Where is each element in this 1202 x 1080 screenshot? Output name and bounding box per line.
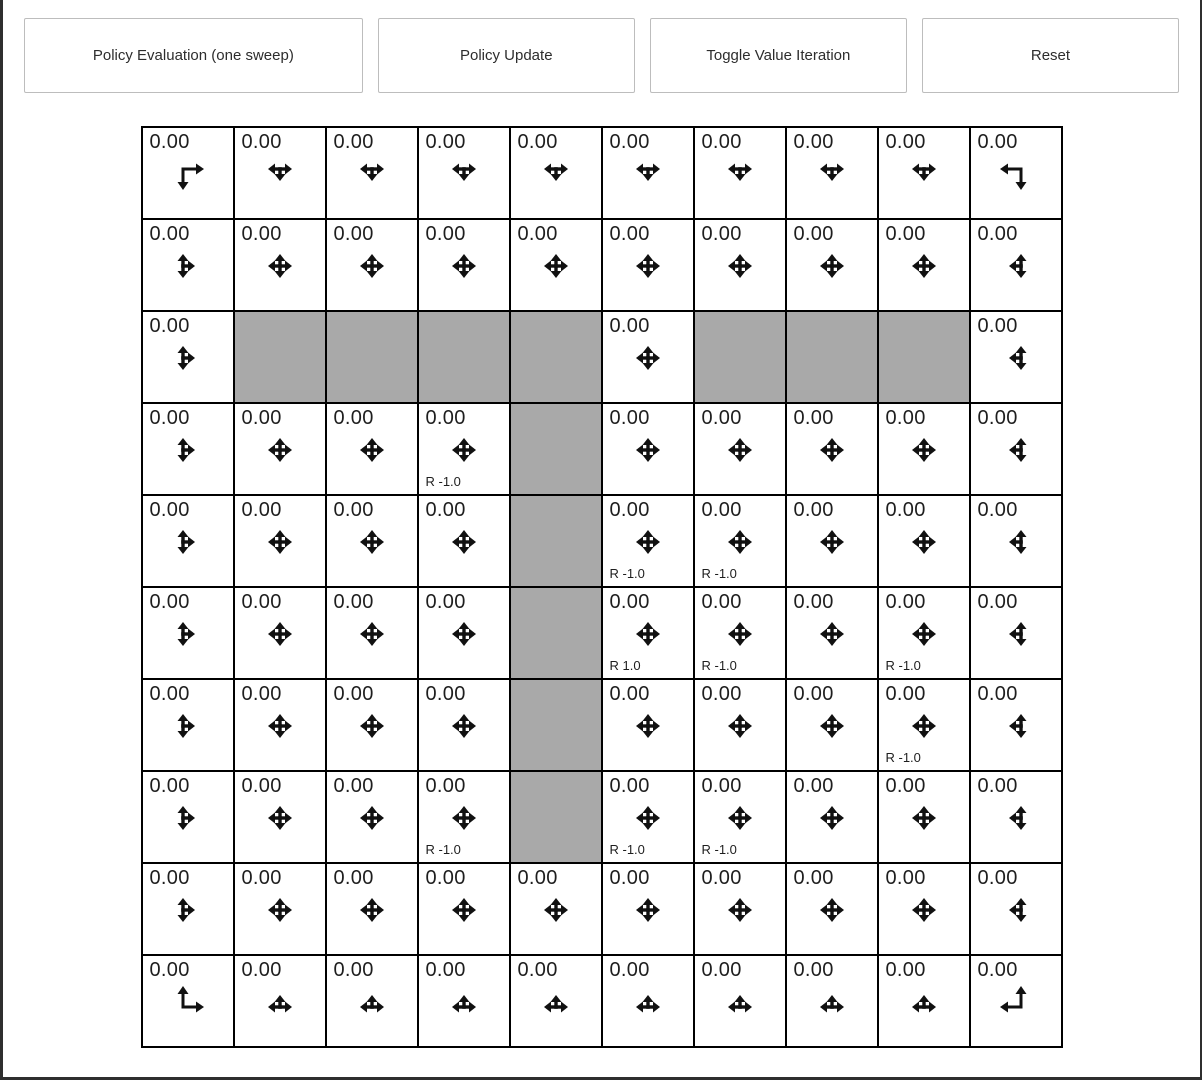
policy-arrows-icon — [534, 152, 578, 196]
grid-cell[interactable] — [786, 403, 878, 495]
cell-value: 0.00 — [333, 131, 374, 153]
grid-cell[interactable] — [418, 955, 510, 1047]
cell-value: 0.00 — [333, 223, 374, 245]
policy-arrows-icon — [166, 428, 210, 472]
policy-arrows-icon — [810, 520, 854, 564]
cell-value: 0.00 — [701, 591, 742, 613]
wall-cell[interactable] — [510, 679, 602, 771]
grid-cell[interactable] — [970, 587, 1062, 679]
cell-value: 0.00 — [241, 407, 282, 429]
cell-value: 0.00 — [793, 131, 834, 153]
grid-cell[interactable] — [142, 219, 234, 311]
grid-cell[interactable] — [970, 955, 1062, 1047]
policy-arrows-icon — [994, 152, 1038, 196]
policy-arrows-icon — [626, 888, 670, 932]
grid-cell[interactable] — [418, 495, 510, 587]
cell-value: 0.00 — [241, 683, 282, 705]
cell-value: 0.00 — [609, 131, 650, 153]
grid-cell[interactable] — [234, 863, 326, 955]
policy-arrows-icon — [442, 244, 486, 288]
cell-value: 0.00 — [793, 223, 834, 245]
grid-cell[interactable] — [326, 495, 418, 587]
grid-cell[interactable] — [878, 495, 970, 587]
grid-cell[interactable] — [878, 771, 970, 863]
grid-cell[interactable] — [694, 219, 786, 311]
cell-value: 0.00 — [793, 591, 834, 613]
cell-reward: R -1.0 — [701, 566, 737, 581]
grid-cell[interactable] — [510, 127, 602, 219]
policy-arrows-icon — [166, 152, 210, 196]
cell-value: 0.00 — [425, 683, 466, 705]
cell-value: 0.00 — [977, 131, 1018, 153]
cell-value: 0.00 — [149, 131, 190, 153]
grid-cell[interactable] — [970, 495, 1062, 587]
cell-value: 0.00 — [609, 959, 650, 981]
policy-arrows-icon — [718, 704, 762, 748]
grid-cell[interactable] — [970, 771, 1062, 863]
policy-arrows-icon — [994, 336, 1038, 380]
grid-cell[interactable] — [786, 495, 878, 587]
grid-cell[interactable] — [234, 955, 326, 1047]
policy-arrows-icon — [534, 980, 578, 1024]
grid-cell[interactable] — [786, 771, 878, 863]
grid-cell[interactable] — [326, 587, 418, 679]
policy-arrows-icon — [442, 520, 486, 564]
cell-reward: R -1.0 — [425, 474, 461, 489]
wall-cell[interactable] — [326, 311, 418, 403]
grid-cell[interactable] — [418, 127, 510, 219]
wall-cell[interactable] — [234, 311, 326, 403]
grid-cell[interactable] — [786, 587, 878, 679]
policy-arrows-icon — [258, 704, 302, 748]
wall-cell[interactable] — [510, 587, 602, 679]
policy-arrows-icon — [626, 796, 670, 840]
cell-value: 0.00 — [609, 867, 650, 889]
grid-cell[interactable] — [142, 771, 234, 863]
grid-cell[interactable] — [142, 311, 234, 403]
cell-value: 0.00 — [333, 407, 374, 429]
grid-cell[interactable] — [786, 219, 878, 311]
grid-cell[interactable] — [602, 771, 694, 863]
wall-cell[interactable] — [510, 311, 602, 403]
cell-value: 0.00 — [609, 499, 650, 521]
grid-cell[interactable] — [234, 587, 326, 679]
policy-arrows-icon — [166, 704, 210, 748]
grid-cell[interactable] — [418, 219, 510, 311]
cell-value: 0.00 — [333, 775, 374, 797]
cell-value: 0.00 — [977, 407, 1018, 429]
wall-cell[interactable] — [418, 311, 510, 403]
grid-cell[interactable] — [970, 127, 1062, 219]
cell-value: 0.00 — [149, 223, 190, 245]
cell-value: 0.00 — [333, 591, 374, 613]
cell-value: 0.00 — [701, 867, 742, 889]
cell-value: 0.00 — [149, 407, 190, 429]
grid-cell[interactable] — [418, 679, 510, 771]
cell-value: 0.00 — [701, 223, 742, 245]
cell-value: 0.00 — [241, 591, 282, 613]
policy-arrows-icon — [166, 612, 210, 656]
policy-arrows-icon — [350, 704, 394, 748]
policy-arrows-icon — [350, 980, 394, 1024]
cell-value: 0.00 — [149, 683, 190, 705]
grid-cell[interactable] — [326, 863, 418, 955]
cell-reward: R -1.0 — [609, 566, 645, 581]
cell-value: 0.00 — [333, 499, 374, 521]
grid-cell[interactable] — [786, 863, 878, 955]
cell-value: 0.00 — [333, 867, 374, 889]
policy-arrows-icon — [626, 336, 670, 380]
policy-arrows-icon — [902, 244, 946, 288]
grid-cell[interactable] — [142, 495, 234, 587]
grid-cell[interactable] — [970, 311, 1062, 403]
toolbar — [3, 0, 1200, 93]
cell-value: 0.00 — [701, 131, 742, 153]
policy-arrows-icon — [718, 428, 762, 472]
grid-cell[interactable] — [878, 219, 970, 311]
grid-cell[interactable] — [602, 587, 694, 679]
policy-arrows-icon — [626, 980, 670, 1024]
cell-value: 0.00 — [425, 591, 466, 613]
grid-cell[interactable] — [602, 955, 694, 1047]
cell-reward: R -1.0 — [425, 842, 461, 857]
cell-value: 0.00 — [701, 775, 742, 797]
grid-cell[interactable] — [326, 771, 418, 863]
policy-arrows-icon — [626, 152, 670, 196]
grid-cell[interactable] — [602, 311, 694, 403]
policy-arrows-icon — [902, 612, 946, 656]
policy-arrows-icon — [810, 152, 854, 196]
policy-arrows-icon — [350, 520, 394, 564]
cell-value: 0.00 — [793, 959, 834, 981]
cell-reward: R -1.0 — [609, 842, 645, 857]
cell-value: 0.00 — [793, 683, 834, 705]
cell-value: 0.00 — [793, 499, 834, 521]
cell-value: 0.00 — [517, 131, 558, 153]
wall-cell[interactable] — [510, 771, 602, 863]
grid-cell[interactable] — [142, 679, 234, 771]
policy-arrows-icon — [626, 520, 670, 564]
grid-cell[interactable] — [418, 587, 510, 679]
policy-arrows-icon — [350, 244, 394, 288]
policy-arrows-icon — [718, 796, 762, 840]
cell-value: 0.00 — [425, 499, 466, 521]
policy-arrows-icon — [994, 520, 1038, 564]
grid-cell[interactable] — [694, 403, 786, 495]
policy-evaluation-button[interactable]: Policy Evaluation (one sweep) — [24, 18, 363, 93]
policy-arrows-icon — [718, 980, 762, 1024]
policy-arrows-icon — [350, 612, 394, 656]
wall-cell[interactable] — [786, 311, 878, 403]
grid-cell[interactable] — [510, 955, 602, 1047]
grid-cell[interactable] — [602, 127, 694, 219]
cell-value: 0.00 — [333, 683, 374, 705]
cell-value: 0.00 — [149, 591, 190, 613]
policy-arrows-icon — [534, 244, 578, 288]
grid-cell[interactable] — [602, 863, 694, 955]
policy-arrows-icon — [902, 520, 946, 564]
policy-arrows-icon — [718, 244, 762, 288]
grid-cell[interactable] — [326, 403, 418, 495]
wall-cell[interactable] — [878, 311, 970, 403]
grid-cell[interactable] — [418, 863, 510, 955]
cell-value: 0.00 — [701, 959, 742, 981]
policy-arrows-icon — [166, 244, 210, 288]
grid-cell[interactable] — [694, 679, 786, 771]
cell-value: 0.00 — [977, 223, 1018, 245]
grid-cell[interactable] — [510, 219, 602, 311]
grid-cell[interactable] — [418, 771, 510, 863]
grid-cell[interactable] — [878, 679, 970, 771]
policy-arrows-icon — [442, 612, 486, 656]
cell-value: 0.00 — [885, 591, 926, 613]
policy-arrows-icon — [994, 980, 1038, 1024]
grid-cell[interactable] — [786, 679, 878, 771]
policy-arrows-icon — [350, 428, 394, 472]
grid-cell[interactable] — [694, 495, 786, 587]
cell-value: 0.00 — [609, 315, 650, 337]
grid-cell[interactable] — [786, 955, 878, 1047]
grid-cell[interactable] — [234, 403, 326, 495]
policy-arrows-icon — [350, 152, 394, 196]
policy-arrows-icon — [810, 888, 854, 932]
policy-arrows-icon — [902, 796, 946, 840]
policy-arrows-icon — [166, 520, 210, 564]
grid-cell[interactable] — [878, 403, 970, 495]
policy-arrows-icon — [810, 796, 854, 840]
cell-value: 0.00 — [333, 959, 374, 981]
policy-arrows-icon — [994, 888, 1038, 932]
cell-value: 0.00 — [885, 775, 926, 797]
cell-value: 0.00 — [977, 499, 1018, 521]
policy-arrows-icon — [166, 336, 210, 380]
policy-arrows-icon — [626, 612, 670, 656]
policy-arrows-icon — [534, 888, 578, 932]
policy-arrows-icon — [442, 888, 486, 932]
policy-arrows-icon — [810, 980, 854, 1024]
grid-cell[interactable] — [694, 587, 786, 679]
policy-arrows-icon — [626, 244, 670, 288]
policy-arrows-icon — [994, 244, 1038, 288]
cell-value: 0.00 — [517, 223, 558, 245]
cell-value: 0.00 — [425, 407, 466, 429]
cell-value: 0.00 — [241, 131, 282, 153]
policy-arrows-icon — [718, 152, 762, 196]
policy-arrows-icon — [258, 428, 302, 472]
grid-cell[interactable] — [142, 127, 234, 219]
grid-cell[interactable] — [602, 403, 694, 495]
policy-arrows-icon — [810, 428, 854, 472]
cell-value: 0.00 — [425, 959, 466, 981]
grid-cell[interactable] — [694, 863, 786, 955]
cell-value: 0.00 — [149, 775, 190, 797]
grid-cell[interactable] — [878, 863, 970, 955]
grid-cell[interactable] — [878, 587, 970, 679]
cell-value: 0.00 — [149, 499, 190, 521]
cell-reward: R -1.0 — [701, 842, 737, 857]
cell-value: 0.00 — [609, 223, 650, 245]
grid-container — [3, 126, 1200, 1048]
policy-arrows-icon — [718, 612, 762, 656]
cell-value: 0.00 — [241, 867, 282, 889]
policy-arrows-icon — [258, 980, 302, 1024]
grid-cell[interactable] — [142, 955, 234, 1047]
cell-value: 0.00 — [977, 867, 1018, 889]
reset-button[interactable]: Reset — [922, 18, 1179, 93]
cell-value: 0.00 — [977, 683, 1018, 705]
grid-cell[interactable] — [970, 403, 1062, 495]
policy-arrows-icon — [350, 888, 394, 932]
policy-arrows-icon — [258, 152, 302, 196]
cell-value: 0.00 — [885, 959, 926, 981]
grid-cell[interactable] — [694, 127, 786, 219]
cell-value: 0.00 — [425, 775, 466, 797]
grid-cell[interactable] — [326, 955, 418, 1047]
cell-value: 0.00 — [701, 499, 742, 521]
policy-arrows-icon — [718, 888, 762, 932]
policy-arrows-icon — [994, 796, 1038, 840]
grid-cell[interactable] — [326, 219, 418, 311]
cell-value: 0.00 — [425, 223, 466, 245]
policy-arrows-icon — [994, 612, 1038, 656]
cell-value: 0.00 — [517, 867, 558, 889]
policy-arrows-icon — [902, 980, 946, 1024]
cell-value: 0.00 — [885, 499, 926, 521]
cell-value: 0.00 — [241, 499, 282, 521]
cell-value: 0.00 — [241, 959, 282, 981]
policy-arrows-icon — [166, 888, 210, 932]
grid-cell[interactable] — [970, 219, 1062, 311]
grid-cell[interactable] — [142, 403, 234, 495]
cell-value: 0.00 — [701, 683, 742, 705]
wall-cell[interactable] — [510, 495, 602, 587]
cell-value: 0.00 — [609, 775, 650, 797]
grid-cell[interactable] — [326, 127, 418, 219]
policy-arrows-icon — [902, 152, 946, 196]
cell-value: 0.00 — [241, 775, 282, 797]
cell-value: 0.00 — [977, 775, 1018, 797]
policy-arrows-icon — [718, 520, 762, 564]
cell-reward: R -1.0 — [885, 658, 921, 673]
cell-value: 0.00 — [793, 407, 834, 429]
grid-cell[interactable] — [602, 495, 694, 587]
policy-arrows-icon — [258, 612, 302, 656]
policy-arrows-icon — [442, 428, 486, 472]
policy-arrows-icon — [166, 980, 210, 1024]
cell-value: 0.00 — [701, 407, 742, 429]
grid-cell[interactable] — [602, 679, 694, 771]
cell-value: 0.00 — [149, 867, 190, 889]
cell-value: 0.00 — [885, 407, 926, 429]
policy-arrows-icon — [902, 704, 946, 748]
grid-cell[interactable] — [234, 679, 326, 771]
policy-arrows-icon — [810, 704, 854, 748]
grid-cell[interactable] — [510, 863, 602, 955]
policy-arrows-icon — [994, 704, 1038, 748]
policy-arrows-icon — [810, 612, 854, 656]
grid-cell[interactable] — [970, 863, 1062, 955]
cell-reward: R 1.0 — [609, 658, 641, 673]
grid-cell[interactable] — [694, 771, 786, 863]
policy-arrows-icon — [442, 152, 486, 196]
cell-value: 0.00 — [793, 867, 834, 889]
cell-value: 0.00 — [425, 131, 466, 153]
policy-arrows-icon — [442, 704, 486, 748]
wall-cell[interactable] — [694, 311, 786, 403]
cell-value: 0.00 — [425, 867, 466, 889]
grid-cell[interactable] — [234, 495, 326, 587]
grid-cell[interactable] — [234, 771, 326, 863]
cell-value: 0.00 — [517, 959, 558, 981]
cell-value: 0.00 — [977, 591, 1018, 613]
wall-cell[interactable] — [510, 403, 602, 495]
grid-cell[interactable] — [142, 587, 234, 679]
policy-arrows-icon — [626, 428, 670, 472]
cell-value: 0.00 — [885, 223, 926, 245]
cell-value: 0.00 — [149, 959, 190, 981]
grid-cell[interactable] — [602, 219, 694, 311]
grid-cell[interactable] — [142, 863, 234, 955]
grid-cell[interactable] — [786, 127, 878, 219]
grid-cell[interactable] — [878, 127, 970, 219]
grid-cell[interactable] — [694, 955, 786, 1047]
cell-value: 0.00 — [793, 775, 834, 797]
policy-arrows-icon — [626, 704, 670, 748]
grid-cell[interactable] — [970, 679, 1062, 771]
policy-arrows-icon — [350, 796, 394, 840]
cell-reward: R -1.0 — [885, 750, 921, 765]
grid-cell[interactable] — [234, 219, 326, 311]
policy-arrows-icon — [258, 796, 302, 840]
toggle-value-iteration-button[interactable]: Toggle Value Iteration — [650, 18, 907, 93]
policy-arrows-icon — [258, 244, 302, 288]
cell-value: 0.00 — [149, 315, 190, 337]
cell-reward: R -1.0 — [701, 658, 737, 673]
cell-value: 0.00 — [609, 683, 650, 705]
policy-arrows-icon — [902, 428, 946, 472]
grid-cell[interactable] — [418, 403, 510, 495]
grid-cell[interactable] — [234, 127, 326, 219]
policy-arrows-icon — [994, 428, 1038, 472]
gridworld — [141, 126, 1063, 1048]
grid-cell[interactable] — [326, 679, 418, 771]
cell-value: 0.00 — [609, 591, 650, 613]
cell-value: 0.00 — [977, 315, 1018, 337]
policy-arrows-icon — [258, 520, 302, 564]
policy-arrows-icon — [442, 980, 486, 1024]
cell-value: 0.00 — [609, 407, 650, 429]
cell-value: 0.00 — [885, 131, 926, 153]
policy-arrows-icon — [902, 888, 946, 932]
policy-arrows-icon — [166, 796, 210, 840]
policy-arrows-icon — [810, 244, 854, 288]
grid-cell[interactable] — [878, 955, 970, 1047]
policy-arrows-icon — [442, 796, 486, 840]
cell-value: 0.00 — [241, 223, 282, 245]
policy-update-button[interactable]: Policy Update — [378, 18, 635, 93]
cell-value: 0.00 — [885, 867, 926, 889]
policy-arrows-icon — [258, 888, 302, 932]
cell-value: 0.00 — [885, 683, 926, 705]
cell-value: 0.00 — [977, 959, 1018, 981]
